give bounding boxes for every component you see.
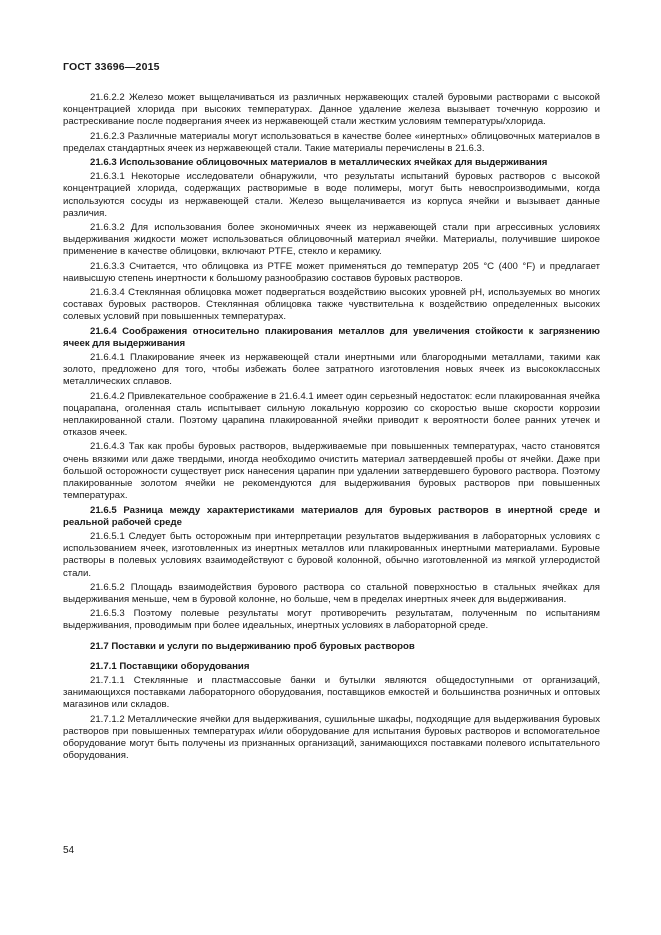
paragraph: 21.6.3.3 Считается, что облицовка из PTFE может применяться до температур 205 °C (400 °F) и предлагает наивысшую степень инертности к большому разнообразию составов буровых растворов.	[63, 260, 600, 284]
section-heading: 21.6.5 Разница между характеристиками материалов для буровых растворов в инертной среде и реальной рабочей среде	[63, 504, 600, 528]
section-heading: 21.7.1 Поставщики оборудования	[90, 660, 250, 672]
paragraph: 21.6.4.1 Плакирование ячеек из нержавеющей стали инертными или благородными металлами, такими как золото, предложено для того, чтобы избежать более затратного изготовления новых ячеек из высококлассных металлических сплавов.	[63, 352, 600, 388]
paragraph: 21.6.3.1 Некоторые исследователи обнаружили, что результаты испытаний буровых растворов с высокой концентрацией хлорида, содержащих растворимые в воде полимеры, могут быть невоспроизводимыми, когда используются сосуды из нержавеющей стали. Железо выщелачивается из корпуса ячейки и вызывает данные различия.	[63, 171, 600, 219]
paragraph: 21.6.5.3 Поэтому полевые результаты могут противоречить результатам, полученным по испытаниям выдерживания, проводимым при более идеальных, инертных условиях в лабораторной среде.	[63, 608, 600, 632]
page-number: 54	[63, 845, 75, 856]
document-header: ГОСТ 33696—2015	[63, 61, 160, 73]
paragraph: 21.6.2.3 Различные материалы могут использоваться в качестве более «инертных» облицовочных материалов в пределах стандартных ячеек из нержавеющей стали. Такие материалы перечислены в 21.6.3.	[63, 130, 600, 154]
paragraph: 21.6.4.2 Привлекательное соображение в 21.6.4.1 имеет один серьезный недостаток: если плакированная ячейка поцарапана, оголенная сталь испытывает сильную локальную коррозию со скоростью выше скорости коррозии неплакированной стали. Поэтому царапина плакированной ячейки приводит к вероятности более ранних утечек и отказов ячеек.	[63, 390, 600, 439]
paragraph: 21.6.2.2 Железо может выщелачиваться из различных нержавеющих сталей буровыми растворами с высокой концентрацией хлорида при высоких температурах. Данное удаление железа вызывает точечную коррозию и растрескивание после подвергания ячеек из нержавеющей стали жестким условиям температуры/хлорида.	[63, 92, 600, 128]
paragraph: 21.7.1.1 Стеклянные и пластмассовые банки и бутылки являются общедоступными от организаций, занимающихся поставками лабораторного оборудования, поставщиков емкостей и большинства розничных и оптовых магазинов или складов.	[63, 674, 600, 711]
paragraph: 21.6.5.2 Площадь взаимодействия бурового раствора со стальной поверхностью в стальных ячейках для выдерживания меньше, чем в буровой колонне, но больше, чем в пределах инертных ячеек для выдерживания.	[63, 581, 600, 605]
document-body	[63, 92, 600, 764]
paragraph: 21.6.3.2 Для использования более экономичных ячеек из нержавеющей стали при агрессивных условиях выдерживания жидкости может использоваться облицовочный материал ячейки. Материалы, получившие широкое применение в качестве облицовки, включают PTFE, стекло и керамику.	[63, 222, 600, 258]
paragraph: 21.6.3.4 Стеклянная облицовка может подвергаться воздействию высоких уровней pH, используемых во многих составах буровых растворов. Стеклянная облицовка также чувствительна к воздействию определенных высоких солевых условий при повышенных температурах.	[63, 287, 600, 323]
section-heading: 21.7 Поставки и услуги по выдерживанию проб буровых растворов	[90, 640, 415, 652]
paragraph: 21.6.5.1 Следует быть осторожным при интерпретации результатов выдерживания в лабораторных условиях с использованием ячеек, изготовленных из инертных металлов или плакированных инертными материалами. Буровые растворы в полевых условиях взаимодействуют с буровой колонной, обычно изготовленной из мягкой углеродистой стали.	[63, 530, 600, 579]
section-heading: 21.6.3 Использование облицовочных материалов в металлических ячейках для выдерживания	[90, 157, 548, 169]
paragraph: 21.6.4.3 Так как пробы буровых растворов, выдерживаемые при повышенных температурах, часто становятся очень вязкими или даже твердыми, иногда необходимо очистить материал затвердевшей пробы от ячейки. Даже при большой осторожности существует риск нанесения царапин при удалении затвердевшего бурового раствора. Поэтому плакированные золотом ячейки не рекомендуются для выдерживания буровых растворов при повышенных температурах.	[63, 441, 600, 502]
paragraph: 21.7.1.2 Металлические ячейки для выдерживания, сушильные шкафы, подходящие для выдерживания буровых растворов при повышенных температурах и/или оборудование для испытания буровых растворов и вспомогательное оборудование могут быть получены из признанных организаций, занимающихся поставками полевого испытательного оборудования.	[63, 713, 600, 762]
section-heading: 21.6.4 Соображения относительно плакирования металлов для увеличения стойкости к загрязнению ячеек для выдерживания	[63, 325, 600, 349]
